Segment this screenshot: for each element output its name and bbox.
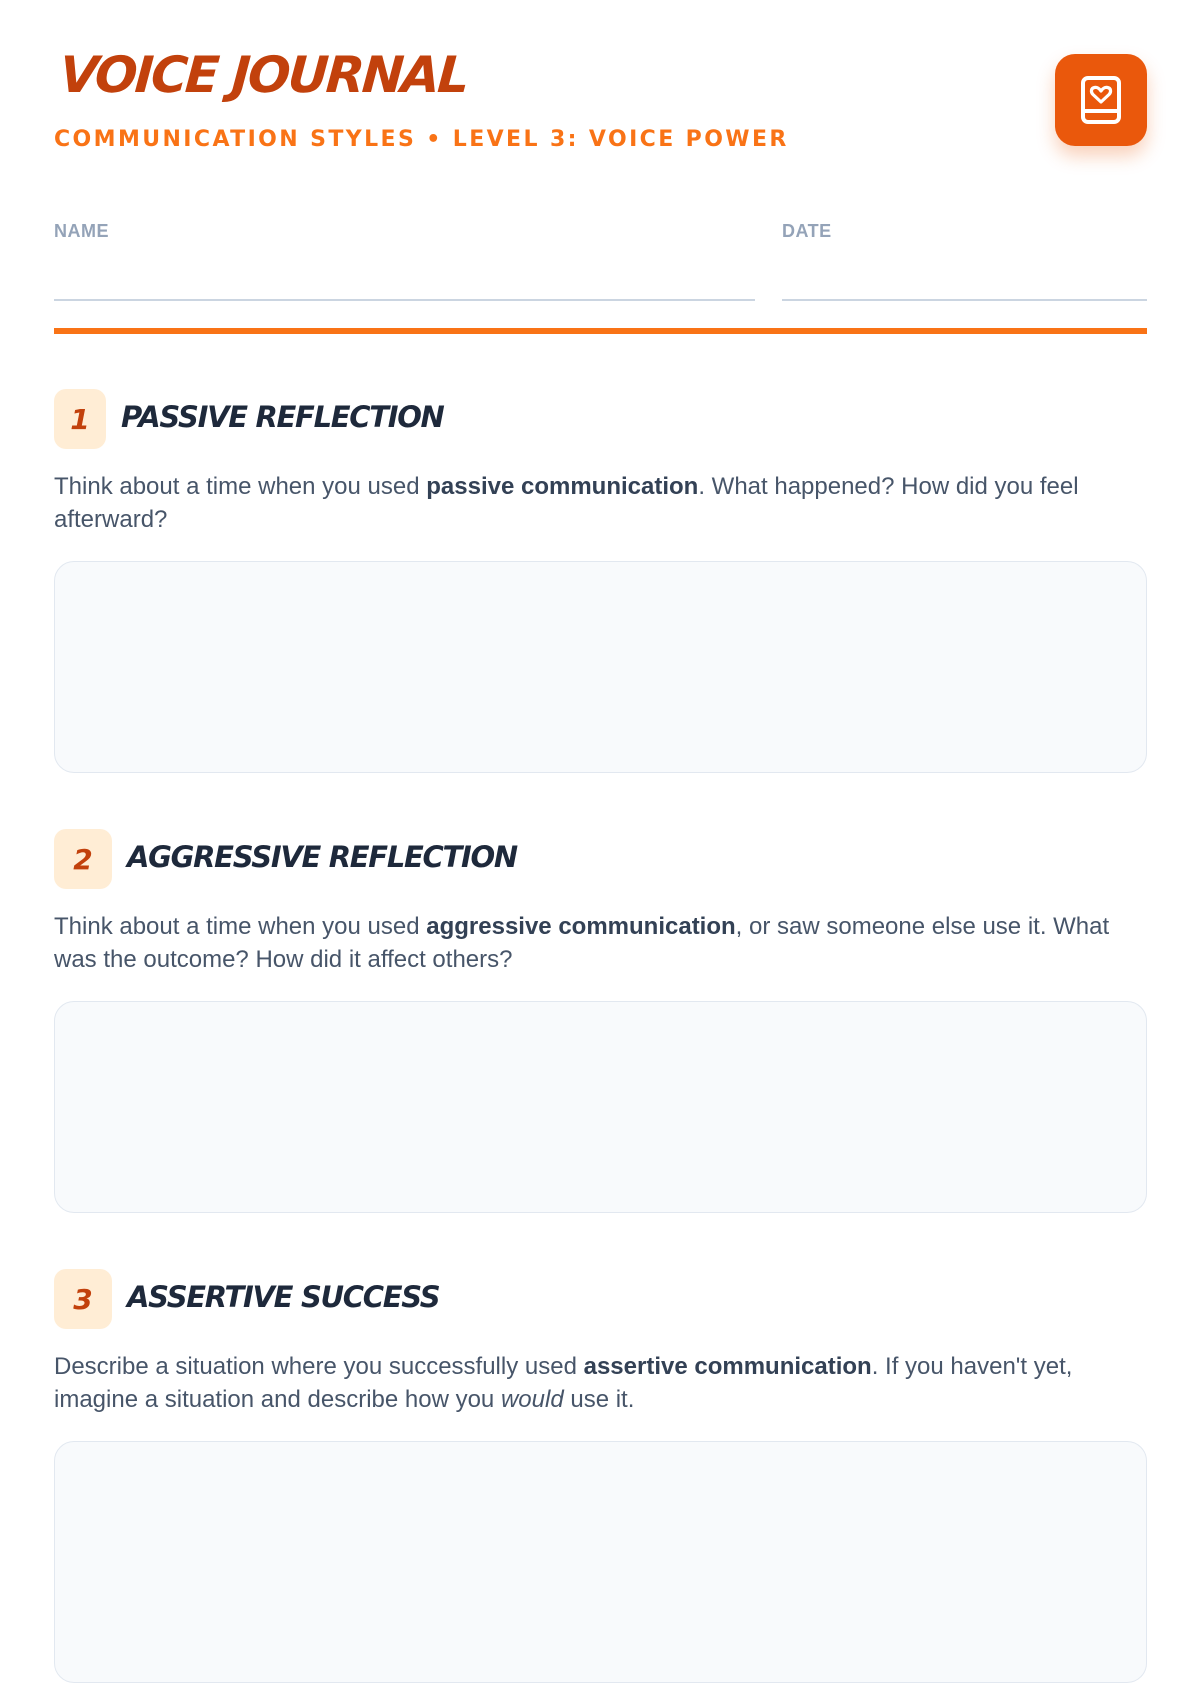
prompt-keyword: passive communication [426, 473, 699, 500]
section-number-badge: 2 [54, 829, 112, 889]
date-label: DATE [782, 221, 832, 241]
page-header [54, 0, 1147, 200]
section-header [54, 1269, 1147, 1329]
section-prompt [54, 470, 1147, 536]
student-info-fields [54, 222, 1147, 302]
section-number-badge: 3 [54, 1269, 112, 1329]
prompt-keyword: aggressive communication [426, 913, 736, 940]
prompt-emphasis: would [500, 1386, 564, 1413]
section-header [54, 389, 1147, 449]
page-title: VOICE JOURNAL [57, 46, 470, 104]
section-title: PASSIVE REFLECTION [121, 400, 444, 434]
page-subtitle: COMMUNICATION STYLES • LEVEL 3: VOICE POWER [54, 127, 789, 152]
section-header [54, 829, 1147, 889]
section-prompt [54, 910, 1147, 976]
prompt-text: Think about a time when you used [54, 473, 427, 500]
date-field[interactable] [782, 222, 1147, 240]
answer-box[interactable] [54, 561, 1147, 773]
section-number-badge: 1 [54, 389, 106, 449]
name-field[interactable] [54, 222, 755, 240]
answer-box[interactable] [54, 1441, 1147, 1683]
date-input-line[interactable] [782, 299, 1147, 301]
prompt-text: use it. [563, 1386, 635, 1413]
section-title: ASSERTIVE SUCCESS [127, 1280, 440, 1314]
section-prompt [54, 1350, 1147, 1416]
journal-page [54, 0, 1147, 1413]
section-title: AGGRESSIVE REFLECTION [127, 840, 517, 874]
answer-box[interactable] [54, 1001, 1147, 1213]
header-divider [54, 328, 1147, 334]
prompt-text: . What happened? How did you feel afterward? [54, 473, 1079, 533]
prompt-text: Think about a time when you used [54, 913, 427, 940]
journal-heart-icon [1055, 54, 1147, 146]
prompt-text: Describe a situation where you successfully used [54, 1353, 584, 1380]
name-input-line[interactable] [54, 299, 755, 301]
prompt-text: , or saw someone else use it. What was the outcome? How did it affect others? [54, 913, 1110, 973]
prompt-text: . If you haven't yet, imagine a situation and describe how you [54, 1353, 1073, 1413]
prompt-keyword: assertive communication [583, 1353, 872, 1380]
name-label: NAME [54, 221, 109, 241]
